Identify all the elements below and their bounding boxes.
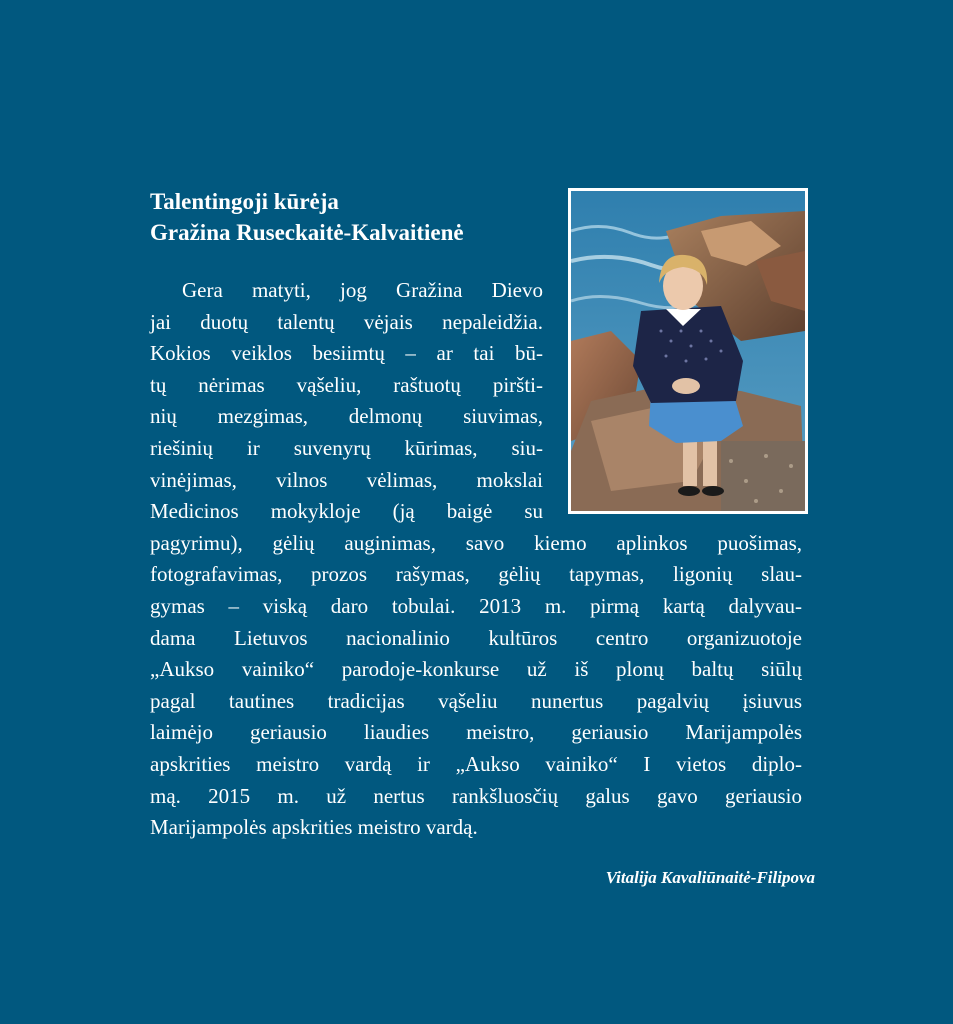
- body-line-4: tų nėrimas vąšeliu, raštuotų piršti-: [150, 372, 543, 397]
- article-title-line-1: Talentingoji kūrėja: [150, 189, 339, 214]
- body-line-3: Kokios veiklos besiimtų – ar tai bū-: [150, 341, 543, 366]
- body-line-7: vinėjimas, vilnos vėlimas, mokslai: [150, 467, 543, 492]
- body-line-14: pagal tautines tradicijas vąšeliu nunertus pagalvių įsiuvus: [150, 688, 802, 713]
- article-body: [150, 275, 802, 844]
- body-line-6: riešinių ir suvenyrų kūrimas, siu-: [150, 435, 543, 460]
- body-line-12: dama Lietuvos nacionalinio kultūros centro organizuotoje: [150, 625, 802, 650]
- body-line-13: „Aukso vainiko“ parodoje-konkurse už iš plonų baltų siūlų: [150, 657, 802, 682]
- body-line-9: pagyrimu), gėlių auginimas, savo kiemo aplinkos puošimas,: [150, 530, 802, 555]
- body-line-18: Marijampolės apskrities meistro vardą.: [150, 815, 478, 840]
- body-line-17: mą. 2015 m. už nertus rankšluosčių galus gavo geriausio: [150, 783, 802, 808]
- article-title-line-2: Gražina Ruseckaitė-Kalvaitienė: [150, 220, 464, 245]
- body-line-2: jai duotų talentų vėjais nepaleidžia.: [150, 309, 543, 334]
- article-title: [150, 186, 464, 248]
- body-line-8: Medicinos mokykloje (ją baigė su: [150, 499, 543, 524]
- author-signature: Vitalija Kavaliūnaitė-Filipova: [605, 868, 815, 887]
- body-line-1: Gera matyti, jog Gražina Dievo: [182, 278, 543, 302]
- body-line-5: nių mezgimas, delmonų siuvimas,: [150, 404, 543, 429]
- body-line-10: fotografavimas, prozos rašymas, gėlių tapymas, ligonių slau-: [150, 562, 802, 587]
- body-line-16: apskrities meistro vardą ir „Aukso vainiko“ I vietos diplo-: [150, 751, 802, 776]
- body-line-11: gymas – viską daro tobulai. 2013 m. pirmą kartą dalyvau-: [150, 593, 802, 618]
- body-line-15: laimėjo geriausio liaudies meistro, geriausio Marijampolės: [150, 720, 802, 745]
